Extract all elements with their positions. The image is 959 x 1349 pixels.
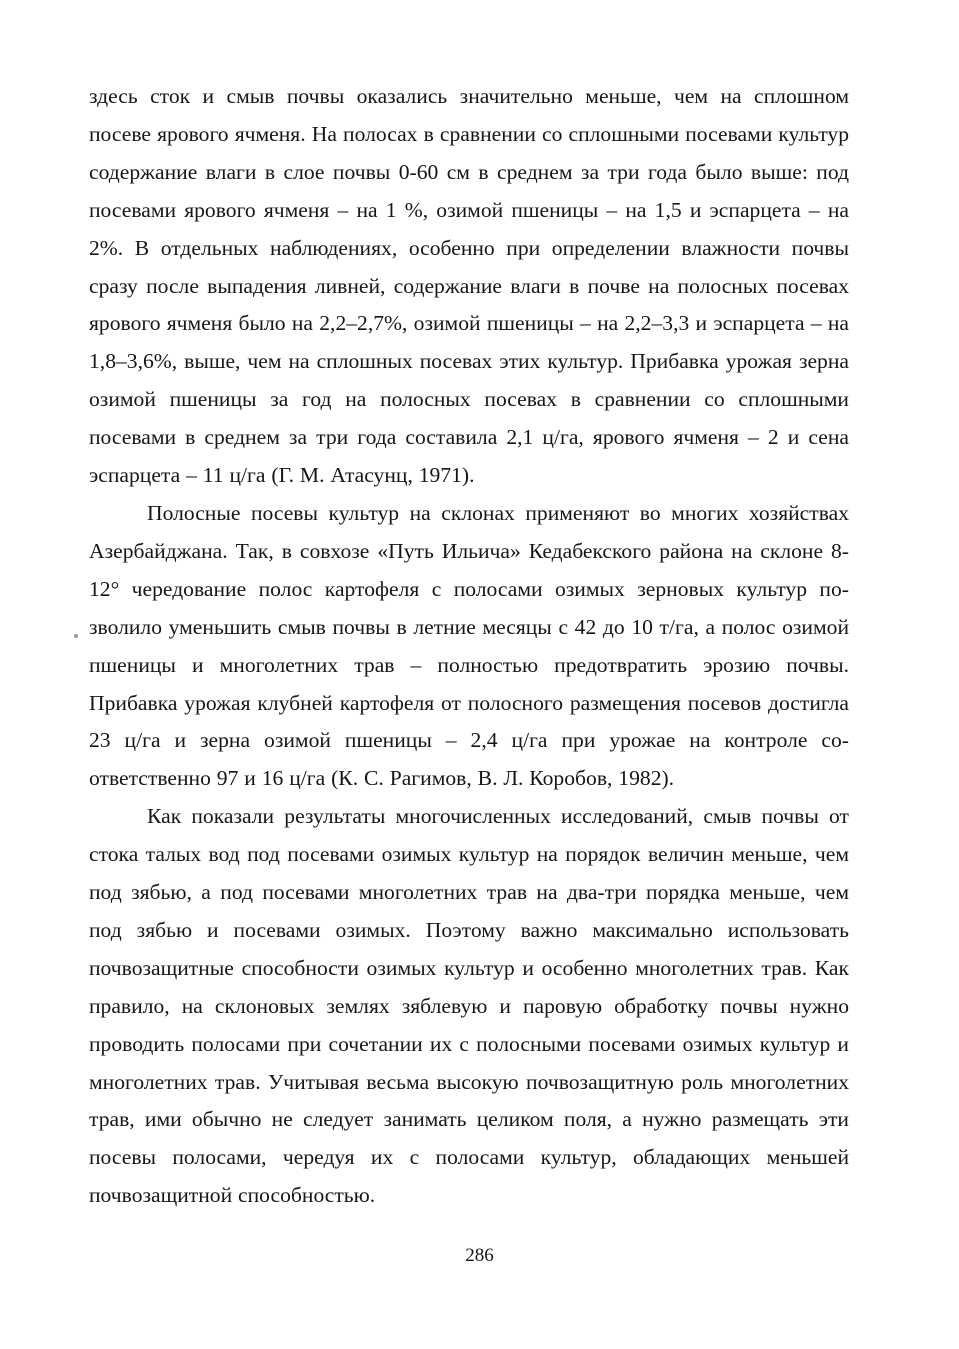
paragraph-2: Полосные посевы культур на склонах применяют во многих хозяйствах Азербайджана. Так, в совхозе «Путь Ильича» Кедабекского района на склоне 8-12° чередование полос картофеля с полосами озимых зерновых культур позволило уменьшить смыв почвы в летние месяцы с 42 до 10 т/га, а полос озимой пшеницы и многолетних трав – полностью предотвратить эрозию почвы. Прибавка урожая клубней картофеля от полосного размещения посевов достигла 23 ц/га и зерна озимой пшеницы – 2,4 ц/га при урожае на контроле соответственно 97 и 16 ц/га (К. С. Рагимов, В. Л. Коробов, 1982). bbox=[89, 500, 849, 791]
scan-speck bbox=[74, 634, 78, 638]
paragraph-1: здесь сток и смыв почвы оказались значительно меньше, чем на сплошном посеве ярового ячменя. На полосах в сравнении со сплошными посевами культур содержание влаги в слое почвы 0-60 см в среднем за три года было выше: под посевами ярового ячменя – на 1 %, озимой пшеницы – на 1,5 и эспарцета – на 2%. В отдельных наблюдениях, особенно при определении влажности почвы сразу после выпадения ливней, содержание влаги в почве на полосных посевах ярового ячменя было на 2,2–2,7%, озимой пшеницы – на 2,2–3,3 и эспарцета – на 1,8–3,6%, выше, чем на сплошных посевах этих культур. Прибавка урожая зерна озимой пшеницы за год на полосных посевах в сравнении со сплошными посевами в среднем за три года составила 2,1 ц/га, ярового ячменя – 2 и сена эспарцета – 11 ц/га (Г. М. Атасунц, 1971). bbox=[89, 84, 849, 488]
page-number: 286 bbox=[465, 1245, 494, 1266]
body-text bbox=[89, 78, 849, 1215]
paragraph-3: Как показали результаты многочисленных исследований, смыв почвы от стока талых вод под посевами озимых культур на порядок величин меньше, чем под зябью, а под посевами многолетних трав на два-три порядка меньше, чем под зябью и посевами озимых. Поэтому важно максимально использовать почвозащитные способности озимых культур и особенно многолетних трав. Как правило, на склоновых землях зяблевую и паровую обработку почвы нужно проводить полосами при сочетании их с полосными посевами озимых культур и многолетних трав. Учитывая весьма высокую почвозащитную роль многолетних трав, ими обычно не следует занимать целиком поля, а нужно размещать эти посевы полосами, чередуя их с полосами культур, обладающих меньшей почвозащитной способностью. bbox=[89, 804, 849, 1208]
